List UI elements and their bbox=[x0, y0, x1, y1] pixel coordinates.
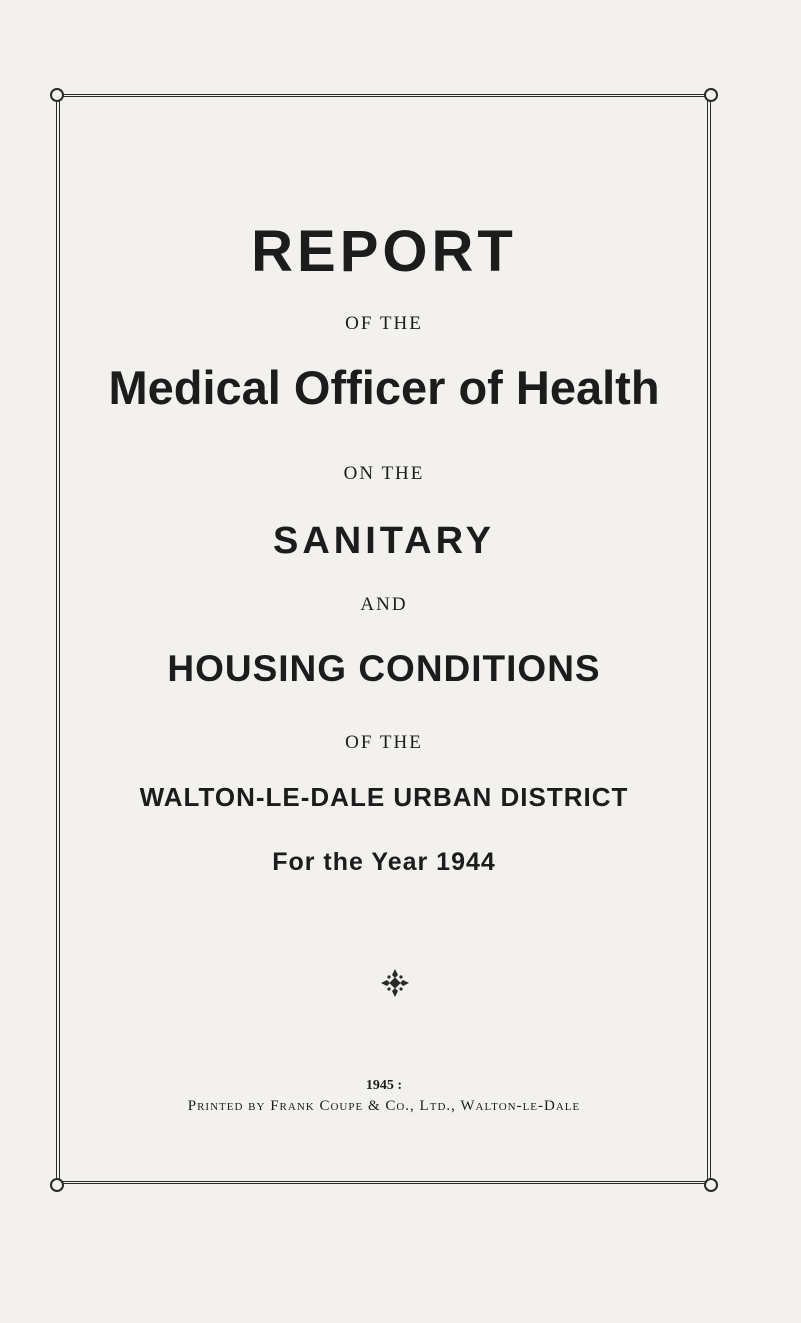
report-title: REPORT bbox=[251, 219, 517, 284]
district-heading: WALTON-LE-DALE URBAN DISTRICT bbox=[139, 782, 629, 812]
of-the-label: OF THE bbox=[345, 313, 423, 334]
of-the-label-2: OF THE bbox=[345, 732, 423, 753]
corner-ornament-icon bbox=[704, 88, 718, 102]
corner-ornament-icon bbox=[50, 1178, 64, 1192]
year-line: For the Year 1944 bbox=[272, 848, 496, 876]
on-the-label: ON THE bbox=[343, 463, 425, 484]
printed-year: 1945 : bbox=[365, 1078, 403, 1093]
medical-officer-heading: Medical Officer of Health bbox=[108, 361, 660, 414]
corner-ornament-icon bbox=[704, 1178, 718, 1192]
corner-ornament-icon bbox=[50, 88, 64, 102]
cross-ornament-icon bbox=[380, 968, 410, 998]
printer-line: Printed by Frank Coupe & Co., Ltd., Walton-le-Dale bbox=[187, 1098, 581, 1114]
housing-conditions-heading: HOUSING CONDITIONS bbox=[167, 648, 601, 689]
and-label: AND bbox=[360, 594, 408, 615]
sanitary-heading: SANITARY bbox=[273, 520, 495, 562]
